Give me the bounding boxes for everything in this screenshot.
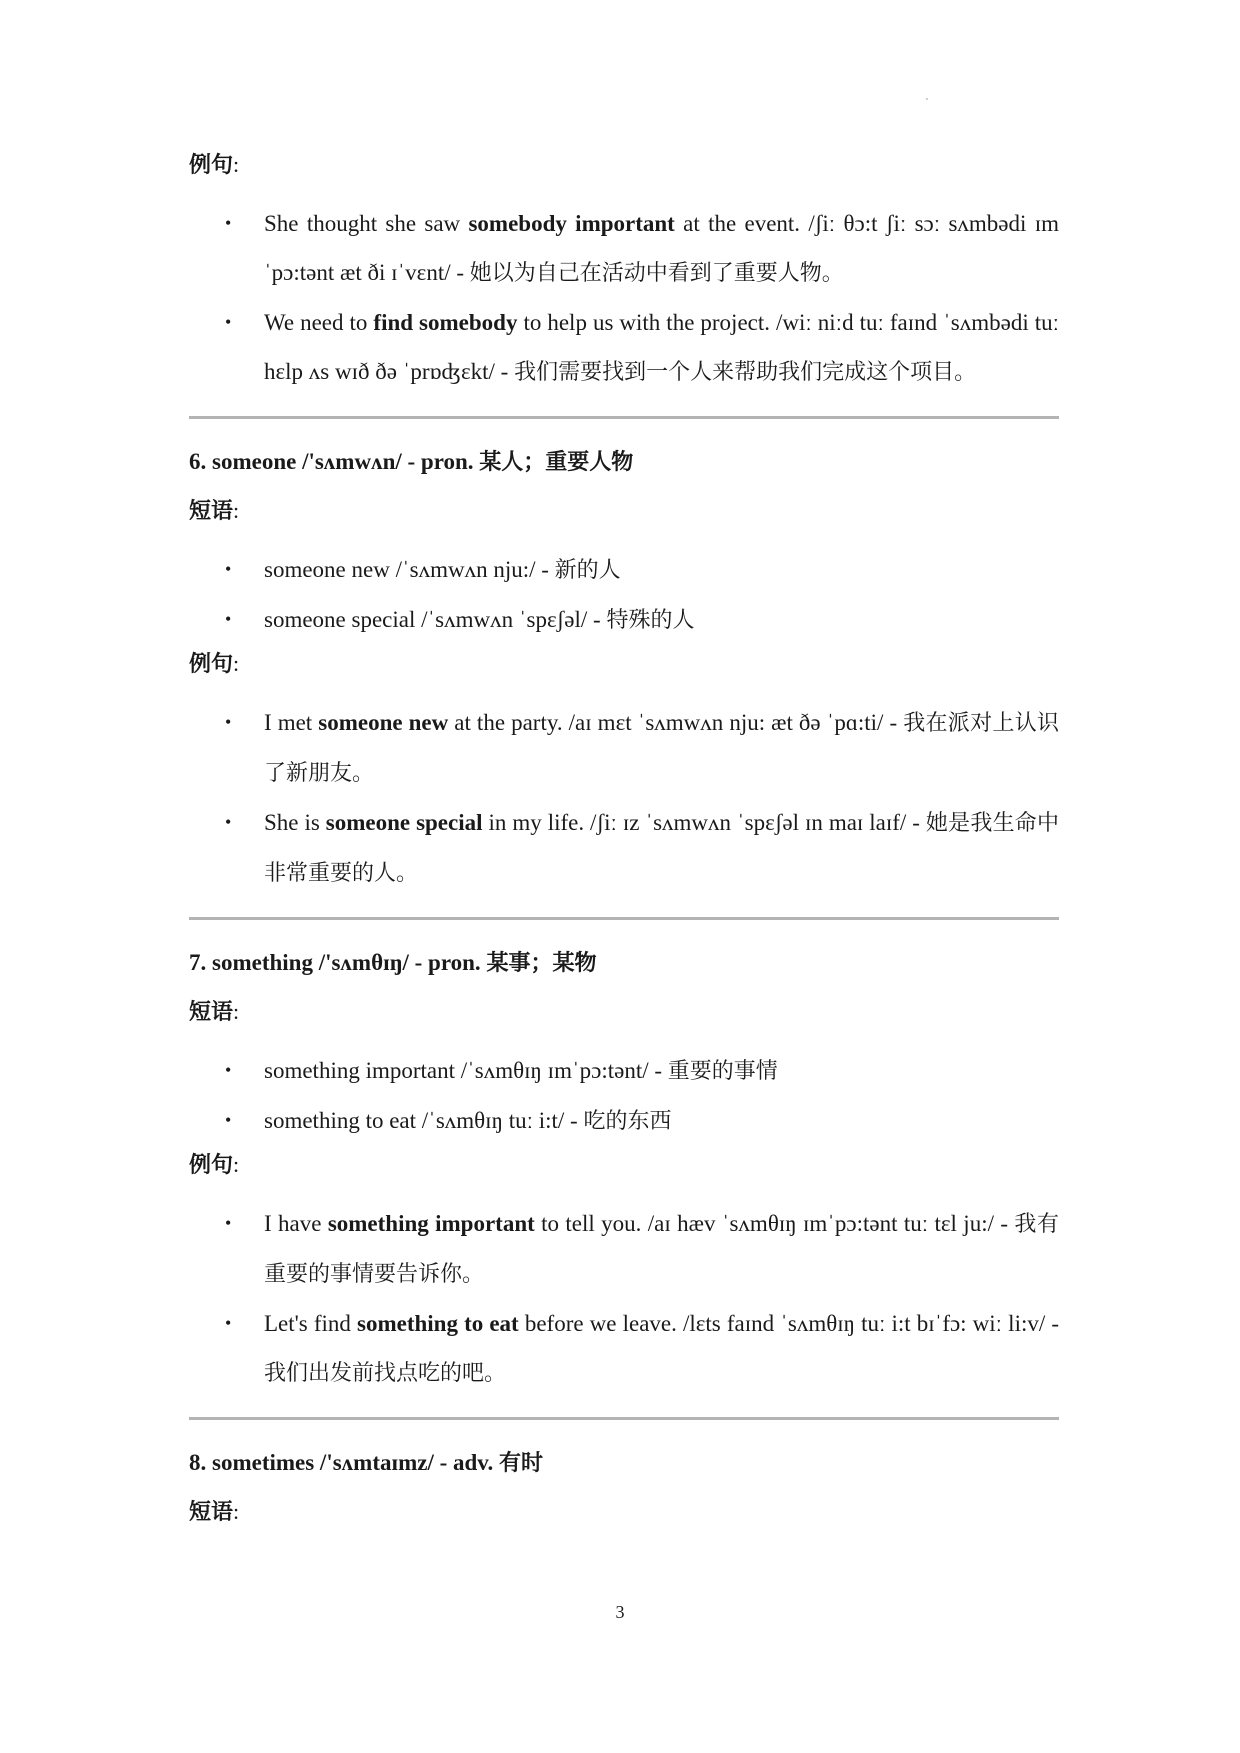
- example-translation: 我们需要找到一个人来帮助我们完成这个项目。: [514, 360, 977, 385]
- example-list: [189, 698, 1059, 898]
- word-heading-english: 7. something /'sʌmθɪŋ/ - pron.: [189, 950, 487, 975]
- bullet-icon: •: [225, 559, 232, 579]
- example-translation: 她是我生命中非常重要的人。: [264, 811, 1059, 886]
- phrase-item: [189, 1096, 1059, 1146]
- example-list: [189, 199, 1059, 397]
- phrase-translation: 新的人: [554, 558, 621, 583]
- bullet-icon: •: [225, 609, 232, 629]
- examples-label-text: 例句: [189, 153, 234, 178]
- phrases-label: [189, 496, 1059, 526]
- example-text-post: at the party. /aɪ mɛt ˈsʌmwʌn nju: æt ðə ˈpɑ:ti/ -: [448, 710, 904, 735]
- phrases-label-text: 短语: [189, 499, 234, 524]
- bullet-icon: •: [225, 312, 232, 332]
- example-sentence: [189, 798, 1059, 898]
- example-keyword: someone new: [318, 710, 449, 735]
- example-keyword: somebody important: [468, 211, 675, 236]
- bullet-icon: •: [225, 213, 232, 233]
- phrase-text: someone special /ˈsʌmwʌn ˈspɛʃəl/ -: [264, 607, 607, 632]
- example-text-post: to tell you. /aɪ hæv ˈsʌmθɪŋ ɪmˈpɔ:tənt tuː tɛl ju:/ -: [534, 1211, 1015, 1236]
- example-text-post: before we leave. /lɛts faɪnd ˈsʌmθɪŋ tuː i:t bɪˈfɔ: wiː li:v/ -: [518, 1311, 1060, 1336]
- phrase-text: something important /ˈsʌmθɪŋ ɪmˈpɔ:tənt/ -: [264, 1058, 668, 1083]
- example-text-pre: I met: [264, 710, 319, 735]
- label-colon: :: [233, 498, 240, 523]
- bullet-icon: •: [225, 1313, 232, 1333]
- examples-label-text: 例句: [189, 652, 234, 677]
- phrase-item: [189, 1046, 1059, 1096]
- example-text-pre: She is: [264, 810, 326, 835]
- example-text-pre: I have: [264, 1211, 328, 1236]
- phrase-translation: 吃的东西: [583, 1109, 672, 1134]
- example-sentence: [189, 199, 1059, 298]
- phrases-label-text: 短语: [189, 1000, 234, 1025]
- example-sentence: [189, 698, 1059, 798]
- word-heading-sometimes: [189, 1448, 1059, 1478]
- example-translation: 她以为自己在活动中看到了重要人物。: [469, 261, 844, 286]
- examples-label: [189, 649, 1059, 679]
- bullet-icon: •: [225, 1213, 232, 1233]
- word-heading-someone: [189, 447, 1059, 477]
- label-colon: :: [233, 651, 240, 676]
- label-colon: :: [233, 152, 240, 177]
- bullet-icon: •: [225, 712, 232, 732]
- example-text-post: at the event. /ʃiː θɔ:t ʃiː sɔː sʌmbədi ɪmˈpɔ:tənt æt ði ɪˈvɛnt/ -: [264, 211, 1059, 285]
- word-heading-chinese: 某事；某物: [486, 951, 597, 976]
- phrase-item: [189, 545, 1059, 595]
- example-translation: 我们出发前找点吃的吧。: [264, 1361, 507, 1386]
- phrase-translation: 重要的事情: [667, 1059, 778, 1084]
- bullet-icon: •: [225, 812, 232, 832]
- page-content: [189, 150, 1059, 1546]
- phrases-label: [189, 997, 1059, 1027]
- word-heading-something: [189, 948, 1059, 978]
- example-text-pre: She thought she saw: [264, 211, 469, 236]
- example-text-pre: Let's find: [264, 1311, 358, 1336]
- phrases-label: [189, 1497, 1059, 1527]
- example-text-post: to help us with the project. /wiː niːd tuː faɪnd ˈsʌmbədi tuː hɛlp ʌs wɪð ðə ˈprɒʤɛkt/ -: [264, 310, 1060, 384]
- examples-label-text: 例句: [189, 1153, 234, 1178]
- scan-speck: [926, 98, 928, 100]
- word-heading-english: 8. sometimes /'sʌmtaɪmz/ - adv.: [189, 1450, 500, 1475]
- phrase-list: [189, 545, 1059, 645]
- example-translation: 我在派对上认识了新朋友。: [264, 711, 1059, 786]
- example-text-pre: We need to: [264, 310, 374, 335]
- phrase-translation: 特殊的人: [606, 608, 695, 633]
- label-colon: :: [233, 1499, 240, 1524]
- example-sentence: [189, 298, 1059, 397]
- examples-label: [189, 1150, 1059, 1180]
- bullet-icon: •: [225, 1060, 232, 1080]
- example-sentence: [189, 1199, 1059, 1299]
- word-heading-english: 6. someone /'sʌmwʌn/ - pron.: [189, 449, 480, 474]
- examples-label: [189, 150, 1059, 180]
- phrases-label-text: 短语: [189, 1500, 234, 1525]
- label-colon: :: [233, 1152, 240, 1177]
- example-text-post: in my life. /ʃiː ɪz ˈsʌmwʌn ˈspɛʃəl ɪn maɪ laɪf/ -: [482, 810, 926, 835]
- phrase-item: [189, 595, 1059, 645]
- section-divider: [189, 1417, 1059, 1420]
- example-keyword: find somebody: [373, 310, 518, 335]
- bullet-icon: •: [225, 1110, 232, 1130]
- example-sentence: [189, 1299, 1059, 1398]
- section-divider: [189, 416, 1059, 419]
- word-heading-chinese: 某人；重要人物: [479, 450, 634, 475]
- phrase-list: [189, 1046, 1059, 1146]
- phrase-text: someone new /ˈsʌmwʌn nju:/ -: [264, 557, 555, 582]
- label-colon: :: [233, 999, 240, 1024]
- phrase-text: something to eat /ˈsʌmθɪŋ tuː i:t/ -: [264, 1108, 584, 1133]
- example-list: [189, 1199, 1059, 1398]
- example-keyword: something to eat: [357, 1311, 519, 1336]
- example-translation: 我有重要的事情要告诉你。: [264, 1212, 1059, 1287]
- example-keyword: something important: [327, 1211, 535, 1236]
- word-heading-chinese: 有时: [499, 1451, 544, 1476]
- page-number: 3: [615, 1602, 625, 1622]
- section-divider: [189, 917, 1059, 920]
- example-keyword: someone special: [325, 810, 483, 835]
